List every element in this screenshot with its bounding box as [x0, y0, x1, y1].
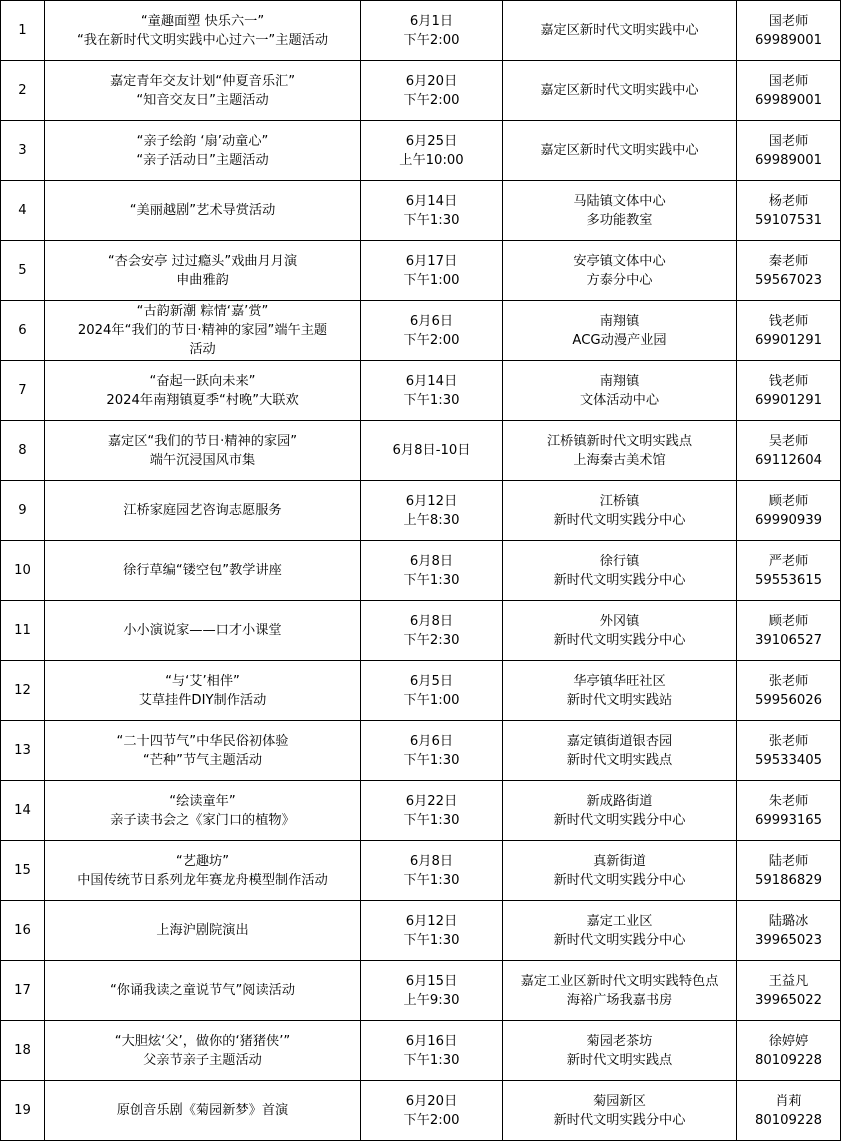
activity-contact-line: 陆璐冰	[768, 913, 809, 929]
activity-place-line: 华亭镇华旺社区	[573, 673, 666, 689]
activity-name	[45, 661, 361, 721]
activity-name-line: 中国传统节日系列龙年赛龙舟模型制作活动	[77, 872, 328, 888]
row-number: 15	[1, 841, 45, 901]
activity-time-line: 6月17日	[405, 253, 458, 269]
activity-place	[503, 781, 737, 841]
activity-place	[503, 1081, 737, 1141]
activity-time-line: 6月20日	[405, 1093, 458, 1109]
activity-contact-line: 69990939	[754, 512, 823, 528]
activity-time-line: 6月20日	[405, 73, 458, 89]
activity-contact	[737, 301, 841, 361]
activity-name-line: “我在新时代文明实践中心过六一”主题活动	[76, 32, 329, 48]
activity-time	[361, 301, 503, 361]
activity-place-line: 江桥镇	[599, 493, 640, 509]
activity-contact	[737, 421, 841, 481]
activity-contact-line: 国老师	[768, 13, 809, 29]
activity-contact-line: 钱老师	[768, 313, 809, 329]
table-row	[1, 1021, 841, 1081]
activity-time	[361, 1, 503, 61]
activity-name	[45, 421, 361, 481]
activity-time-line: 下午1:30	[403, 812, 460, 828]
activity-place	[503, 1021, 737, 1081]
activity-contact	[737, 1, 841, 61]
row-number: 4	[1, 181, 45, 241]
activity-place	[503, 361, 737, 421]
row-number: 12	[1, 661, 45, 721]
activity-time	[361, 841, 503, 901]
activity-name-line: 嘉定区“我们的节日·精神的家园”	[107, 433, 298, 449]
activity-contact-line: 69901291	[754, 392, 823, 408]
activity-time	[361, 601, 503, 661]
activity-name	[45, 301, 361, 361]
table-row	[1, 961, 841, 1021]
row-number: 19	[1, 1081, 45, 1141]
activity-place-line: 新时代文明实践分中心	[553, 1112, 686, 1128]
activity-time-line: 6月8日-10日	[392, 443, 471, 458]
activity-contact-line: 69989001	[754, 32, 823, 48]
activity-contact	[737, 901, 841, 961]
activity-time-line: 下午2:00	[403, 1112, 460, 1128]
activity-contact-line: 69989001	[754, 152, 823, 168]
activity-contact-line: 59107531	[754, 212, 823, 228]
activity-place-line: 新成路街道	[586, 793, 653, 809]
activity-place	[503, 301, 737, 361]
activity-name-line: 2024年南翔镇夏季“村晚”大联欢	[106, 392, 299, 408]
activity-place-line: 安亭镇文体中心	[573, 253, 666, 269]
activity-name-line: “童趣面塑 快乐六一”	[140, 13, 265, 29]
activity-name-line: “芒种”节气主题活动	[142, 752, 263, 768]
activity-name-line: “大胆炫‘父’，做你的‘猪猪侠’”	[114, 1033, 291, 1049]
activity-name-line: “古韵新潮 粽情‘嘉’赏”	[136, 304, 269, 319]
activity-name-line: “奋起一跃向未来”	[149, 373, 256, 389]
activity-contact-line: 39106527	[754, 632, 823, 648]
activity-name-line: 2024年“我们的节日·精神的家园”端午主题	[77, 323, 328, 338]
table-row	[1, 241, 841, 301]
activity-name-line: “与‘艾’相伴”	[165, 673, 240, 689]
row-number: 5	[1, 241, 45, 301]
activity-contact-line: 秦老师	[768, 253, 809, 269]
activity-time	[361, 1081, 503, 1141]
activity-name	[45, 721, 361, 781]
activity-contact-line: 吴老师	[768, 433, 809, 449]
activity-place-line: 嘉定区新时代文明实践中心	[540, 83, 699, 98]
activity-name-line: “你诵我读之童说节气”阅读活动	[109, 983, 296, 998]
activity-contact-line: 王益凡	[768, 973, 809, 989]
activity-contact-line: 陆老师	[768, 853, 809, 869]
row-number: 7	[1, 361, 45, 421]
activity-contact-line: 朱老师	[768, 793, 809, 809]
activity-contact	[737, 361, 841, 421]
activity-name	[45, 841, 361, 901]
row-number: 6	[1, 301, 45, 361]
row-number: 2	[1, 61, 45, 121]
activity-name-line: “亲子活动日”主题活动	[136, 152, 269, 168]
activity-name-line: 申曲雅韵	[176, 272, 229, 288]
activity-name-line: “亲子绘韵 ‘扇’动童心”	[136, 133, 269, 149]
activity-name-line: 嘉定青年交友计划“仲夏音乐汇”	[109, 73, 296, 89]
activity-place-line: 嘉定区新时代文明实践中心	[540, 23, 699, 38]
activity-name	[45, 181, 361, 241]
activity-time-line: 下午1:30	[403, 872, 460, 888]
activity-time-line: 下午1:30	[403, 212, 460, 228]
activity-name-line: 艾草挂件DIY制作活动	[138, 692, 267, 708]
activity-place	[503, 601, 737, 661]
activity-place-line: 嘉定工业区新时代文明实践特色点	[520, 973, 719, 989]
activity-name-line: “艺趣坊”	[175, 853, 230, 869]
activity-place-line: ACG动漫产业园	[572, 332, 667, 348]
activity-name	[45, 61, 361, 121]
activity-place	[503, 181, 737, 241]
activity-time-line: 6月5日	[409, 673, 454, 689]
activity-place	[503, 961, 737, 1021]
activity-name	[45, 901, 361, 961]
activity-time	[361, 241, 503, 301]
activity-place-line: 新时代文明实践点	[566, 1052, 673, 1068]
activity-place	[503, 541, 737, 601]
table-row	[1, 1081, 841, 1141]
table-row	[1, 781, 841, 841]
activity-time	[361, 781, 503, 841]
activity-contact-line: 徐婷婷	[768, 1033, 809, 1049]
activity-time	[361, 961, 503, 1021]
activity-time-line: 6月22日	[405, 793, 458, 809]
table-row	[1, 1, 841, 61]
activity-place-line: 新时代文明实践分中心	[553, 632, 686, 648]
activity-time-line: 6月14日	[405, 373, 458, 389]
activity-place-line: 新时代文明实践站	[566, 692, 673, 708]
activity-time-line: 6月8日	[409, 853, 454, 869]
activity-contact	[737, 1081, 841, 1141]
row-number: 9	[1, 481, 45, 541]
activity-name-line: 上海沪剧院演出	[156, 923, 249, 938]
activity-place-line: 外冈镇	[599, 613, 640, 629]
activity-contact-line: 80109228	[754, 1052, 823, 1068]
activity-time-line: 下午1:30	[403, 932, 460, 948]
activity-contact	[737, 181, 841, 241]
row-number: 17	[1, 961, 45, 1021]
activity-place-line: 新时代文明实践分中心	[553, 872, 686, 888]
activity-contact-line: 80109228	[754, 1112, 823, 1128]
activity-time-line: 下午1:00	[403, 272, 460, 288]
activity-time-line: 6月12日	[405, 493, 458, 509]
activity-place-line: 嘉定镇街道银杏园	[566, 733, 673, 749]
activity-place	[503, 1, 737, 61]
activity-contact	[737, 481, 841, 541]
activity-time	[361, 421, 503, 481]
table-row	[1, 721, 841, 781]
activity-time-line: 下午2:00	[403, 32, 460, 48]
row-number: 14	[1, 781, 45, 841]
activity-time	[361, 661, 503, 721]
activity-time	[361, 121, 503, 181]
activity-place	[503, 241, 737, 301]
activity-place-line: 上海秦古美术馆	[573, 452, 666, 468]
activity-place	[503, 661, 737, 721]
table-row	[1, 361, 841, 421]
activity-contact	[737, 541, 841, 601]
activity-contact	[737, 721, 841, 781]
activity-place-line: 菊园老茶坊	[586, 1033, 653, 1049]
activity-place-line: 多功能教室	[586, 212, 653, 228]
activity-contact-line: 59533405	[754, 752, 823, 768]
row-number: 11	[1, 601, 45, 661]
activity-name	[45, 781, 361, 841]
activity-contact-line: 69901291	[754, 332, 823, 348]
activity-contact-line: 张老师	[768, 673, 809, 689]
row-number: 1	[1, 1, 45, 61]
row-number: 13	[1, 721, 45, 781]
activity-contact-line: 59956026	[754, 692, 823, 708]
activity-time-line: 下午2:00	[403, 92, 460, 108]
activity-place-line: 新时代文明实践分中心	[553, 512, 686, 528]
activity-contact-line: 杨老师	[768, 193, 809, 209]
table-row	[1, 901, 841, 961]
activity-place-line: 方泰分中心	[586, 272, 653, 288]
activity-name-line: 小小演说家——口才小课堂	[123, 623, 282, 638]
activity-place-line: 真新街道	[593, 853, 646, 869]
activity-contact	[737, 601, 841, 661]
activity-time	[361, 721, 503, 781]
activity-place-line: 新时代文明实践分中心	[553, 572, 686, 588]
activity-name	[45, 121, 361, 181]
activity-contact-line: 国老师	[768, 133, 809, 149]
activity-time-line: 6月14日	[405, 193, 458, 209]
activity-contact-line: 39965022	[754, 992, 823, 1008]
activity-name-line: 徐行草编“镂空包”教学讲座	[123, 563, 282, 578]
activity-time-line: 6月6日	[409, 733, 454, 749]
activity-contact-line: 肖莉	[775, 1093, 802, 1109]
activity-place-line: 海裕广场我嘉书房	[566, 992, 673, 1008]
activity-contact-line: 钱老师	[768, 373, 809, 389]
activity-name-line: “二十四节气”中华民俗初体验	[116, 733, 289, 749]
table-row	[1, 61, 841, 121]
activity-time-line: 6月25日	[405, 133, 458, 149]
activity-name-line: 江桥家庭园艺咨询志愿服务	[123, 503, 282, 518]
activity-time	[361, 1021, 503, 1081]
activity-contact-line: 顾老师	[768, 613, 809, 629]
table-row	[1, 181, 841, 241]
activity-name-line: 原创音乐剧《菊园新梦》首演	[116, 1103, 289, 1118]
activity-contact-line: 59567023	[754, 272, 823, 288]
activity-place-line: 南翔镇	[599, 313, 640, 329]
table-row	[1, 121, 841, 181]
activity-time	[361, 481, 503, 541]
activity-name-line: 父亲节亲子主题活动	[143, 1052, 262, 1068]
row-number: 16	[1, 901, 45, 961]
activity-time-line: 上午8:30	[403, 512, 460, 528]
activity-name-line: “杏会安亭 过过瘾头”戏曲月月演	[107, 253, 298, 269]
activity-place-line: 嘉定工业区	[586, 913, 653, 929]
activity-contact-line: 69993165	[754, 812, 823, 828]
table-row	[1, 421, 841, 481]
table-row	[1, 301, 841, 361]
table-row	[1, 481, 841, 541]
activity-time-line: 上午9:30	[403, 992, 460, 1008]
activity-contact-line: 69112604	[754, 452, 823, 468]
table-row	[1, 661, 841, 721]
activity-contact-line: 张老师	[768, 733, 809, 749]
activity-time-line: 下午1:30	[403, 1052, 460, 1068]
row-number: 3	[1, 121, 45, 181]
activity-place-line: 菊园新区	[593, 1093, 646, 1109]
activity-contact	[737, 781, 841, 841]
activity-place-line: 新时代文明实践点	[566, 752, 673, 768]
activity-contact	[737, 961, 841, 1021]
activity-contact-line: 39965023	[754, 932, 823, 948]
activity-contact	[737, 241, 841, 301]
activity-place-line: 马陆镇文体中心	[573, 193, 666, 209]
activity-place-line: 新时代文明实践分中心	[553, 932, 686, 948]
activity-name	[45, 361, 361, 421]
activity-name	[45, 541, 361, 601]
activity-name	[45, 961, 361, 1021]
activity-place	[503, 121, 737, 181]
activity-place-line: 嘉定区新时代文明实践中心	[540, 143, 699, 158]
table-row	[1, 541, 841, 601]
activity-contact-line: 69989001	[754, 92, 823, 108]
activity-place-line: 江桥镇新时代文明实践点	[546, 433, 693, 449]
activity-name-line: “知音交友日”主题活动	[136, 92, 269, 108]
activity-time-line: 6月1日	[409, 13, 454, 29]
activity-name	[45, 1, 361, 61]
activity-time-line: 下午1:30	[403, 752, 460, 768]
activity-contact	[737, 1021, 841, 1081]
activity-time	[361, 61, 503, 121]
activity-contact	[737, 841, 841, 901]
activity-place-line: 文体活动中心	[579, 392, 660, 408]
activity-place	[503, 721, 737, 781]
row-number: 18	[1, 1021, 45, 1081]
activity-time-line: 下午1:00	[403, 692, 460, 708]
activity-time-line: 6月12日	[405, 913, 458, 929]
activity-place-line: 徐行镇	[599, 553, 640, 569]
activity-time-line: 下午2:30	[403, 632, 460, 648]
activity-name-line: “美丽越剧”艺术导赏活动	[129, 203, 276, 218]
activity-time-line: 下午2:00	[403, 332, 460, 348]
activity-time	[361, 901, 503, 961]
activity-contact	[737, 121, 841, 181]
activity-time-line: 下午1:30	[403, 392, 460, 408]
activity-place	[503, 841, 737, 901]
activity-contact-line: 59186829	[754, 872, 823, 888]
activity-time	[361, 541, 503, 601]
activity-name	[45, 241, 361, 301]
activity-place	[503, 61, 737, 121]
activity-time-line: 6月8日	[409, 553, 454, 569]
activity-name	[45, 481, 361, 541]
activity-name	[45, 1021, 361, 1081]
activity-contact-line: 严老师	[768, 553, 809, 569]
activity-time	[361, 361, 503, 421]
activity-time-line: 6月6日	[409, 313, 454, 329]
activity-contact	[737, 661, 841, 721]
activity-time	[361, 181, 503, 241]
activity-name	[45, 601, 361, 661]
activity-time-line: 6月8日	[409, 613, 454, 629]
activity-time-line: 上午10:00	[399, 152, 464, 168]
activity-place-line: 南翔镇	[599, 373, 640, 389]
activity-name	[45, 1081, 361, 1141]
row-number: 10	[1, 541, 45, 601]
activity-name-line: “绘读童年”	[169, 793, 236, 809]
activity-place	[503, 421, 737, 481]
activity-place	[503, 481, 737, 541]
activity-contact-line: 顾老师	[768, 493, 809, 509]
row-number: 8	[1, 421, 45, 481]
activity-time-line: 6月16日	[405, 1033, 458, 1049]
table-row	[1, 601, 841, 661]
table-row	[1, 841, 841, 901]
activity-name-line: 活动	[189, 342, 216, 357]
activity-time-line: 6月15日	[405, 973, 458, 989]
activity-contact-line: 59553615	[754, 572, 823, 588]
activity-place	[503, 901, 737, 961]
activity-place-line: 新时代文明实践分中心	[553, 812, 686, 828]
activity-name-line: 亲子读书会之《家门口的植物》	[110, 812, 295, 828]
activity-name-line: 端午沉浸国风市集	[149, 452, 256, 468]
activity-contact-line: 国老师	[768, 73, 809, 89]
activity-time-line: 下午1:30	[403, 572, 460, 588]
activity-contact	[737, 61, 841, 121]
